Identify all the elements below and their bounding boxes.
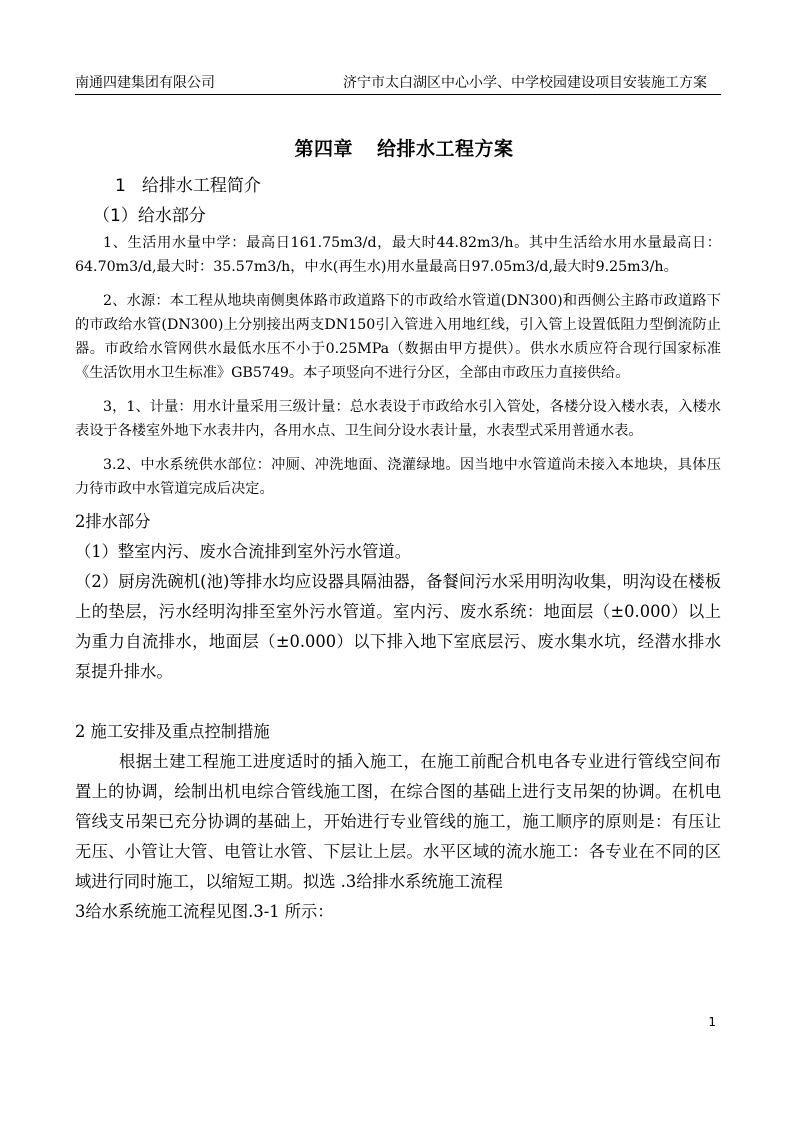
document-body bbox=[75, 134, 721, 927]
section-number: 1 bbox=[115, 176, 126, 196]
section-heading-2: 2 施工安排及重点控制措施 bbox=[75, 722, 270, 741]
paragraph-flow-reference: 3给水系统施工流程见图.3-1 所示： bbox=[75, 902, 334, 921]
section-title: 给排水工程简介 bbox=[141, 176, 261, 196]
chapter-number: 第四章 bbox=[294, 138, 353, 160]
header-project: 济宁市太白湖区中心小学、中学校园建设项目安装施工方案 bbox=[343, 75, 707, 91]
paragraph-reclaimed-water: 3.2、中水系统供水部位：冲厕、冲洗地面、浇灌绿地。因当地中水管道尚未接入本地块，具体压力待市政中水管道完成后决定。 bbox=[75, 457, 721, 497]
page-number: 1 bbox=[708, 1015, 716, 1029]
paragraph-water-source: 2、水源：本工程从地块南侧奥体路市政道路下的市政给水管道(DN300)和西侧公主路市政道路下的市政给水管(DN300)上分别接出两支DN150引入管进入用地红线，引入管上设置低阻力型倒流防止器。市政给水管网供水最低水压不小于0.25MPa（数据由甲方提供）。供水水质应符合现行国家标准《生活饮用水卫生标准》GB5749。本子项竖向不进行分区，全部由市政压力直接供给。 bbox=[75, 293, 721, 381]
chapter-title bbox=[87, 134, 721, 161]
paragraph-drain-1: （1）整室内污、废水合流排到室外污水管道。 bbox=[75, 542, 411, 561]
paragraph-construction: 根据土建工程施工进度适时的插入施工，在施工前配合机电各专业进行管线空间布置上的协调，绘制出机电综合管线施工图，在综合图的基础上进行支吊架的协调。在机电管线支吊架已充分协调的基础上，开始进行专业管线的施工，施工顺序的原则是：有压让无压、小管让大管、电管让水管、下层让上层。水平区域的流水施工：各专业在不同的区域进行同时施工，以缩短工期。拟选 .3给排水系统施工流程 bbox=[75, 752, 721, 891]
chapter-name: 给排水工程方案 bbox=[377, 138, 514, 160]
paragraph-metering: 3，1、计量：用水计量采用三级计量：总水表设于市政给水引入管处，各楼分设入楼水表，入楼水表设于各楼室外地下水表井内，各用水点、卫生间分设水表计量，水表型式采用普通水表。 bbox=[75, 399, 721, 439]
header-company: 南通四建集团有限公司 bbox=[75, 75, 215, 91]
paragraph-drain-2: （2）厨房洗碗机(池)等排水均应设器具隔油器，备餐间污水采用明沟收集，明沟设在楼板上的垫层，污水经明沟排至室外污水管道。室内污、废水系统：地面层（±0.000）以上为重力自流排水，地面层（±0.000）以下排入地下室底层污、废水集水坑，经潜水排水泵提升排水。 bbox=[75, 572, 721, 681]
page-header bbox=[75, 72, 721, 95]
subsection-heading-supply: （1）给水部分 bbox=[93, 206, 206, 226]
paragraph-water-usage: 1、生活用水量中学：最高日161.75m3/d，最大时44.82m3/h。其中生活给水用水量最高日：64.70m3/d,最大时：35.57m3/h，中水(再生水)用水量最高日97.05m3/d,最大时9.25m3/h。 bbox=[75, 235, 721, 275]
subsection-heading-drain: 2排水部分 bbox=[75, 512, 151, 531]
section-heading-1 bbox=[115, 171, 721, 201]
